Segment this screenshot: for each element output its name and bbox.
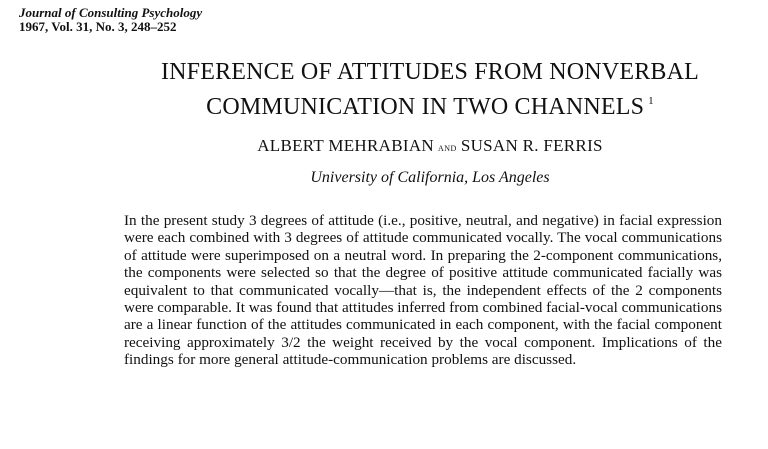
affiliation: University of California, Los Angeles [310,169,550,186]
title-line-2 [90,87,768,122]
author-list [90,136,768,157]
author-conjunction: and [437,140,457,154]
author-1: ALBERT MEHRABIAN [257,136,434,155]
title-footnote-marker[interactable]: 1 [648,95,654,107]
journal-name: Journal of Consulting Psychology [19,5,203,20]
title-line-1: INFERENCE OF ATTITUDES FROM NONVERBAL [160,59,700,85]
journal-volume-line: 1967, Vol. 31, No. 3, 248–252 [19,19,177,34]
abstract-text: In the present study 3 degrees of attitude (i.e., positive, neutral, and negative) in facial expression were each combined with 3 degrees of attitude communicated vocally. The vocal communications of attitude were superimposed on a neutral word. In preparing the 2-component communications, the components were selected so that the degree of positive attitude communicated facially was equivalent to that communicated vocally—that is, the independent effects of the 2 components were comparable. It was found that attitudes inferred from combined facial-vocal communications are a linear function of the attitudes communicated in each component, with the facial component receiving approximately 3/2 the weight received by the vocal component. Implications of the findings for more general attitude-communication problems are discussed. [124,212,722,369]
title-line-2-text: COMMUNICATION IN TWO CHANNELS [206,94,645,120]
author-2: SUSAN R. FERRIS [460,136,603,155]
journal-header [19,6,202,34]
paper-title [90,58,768,122]
